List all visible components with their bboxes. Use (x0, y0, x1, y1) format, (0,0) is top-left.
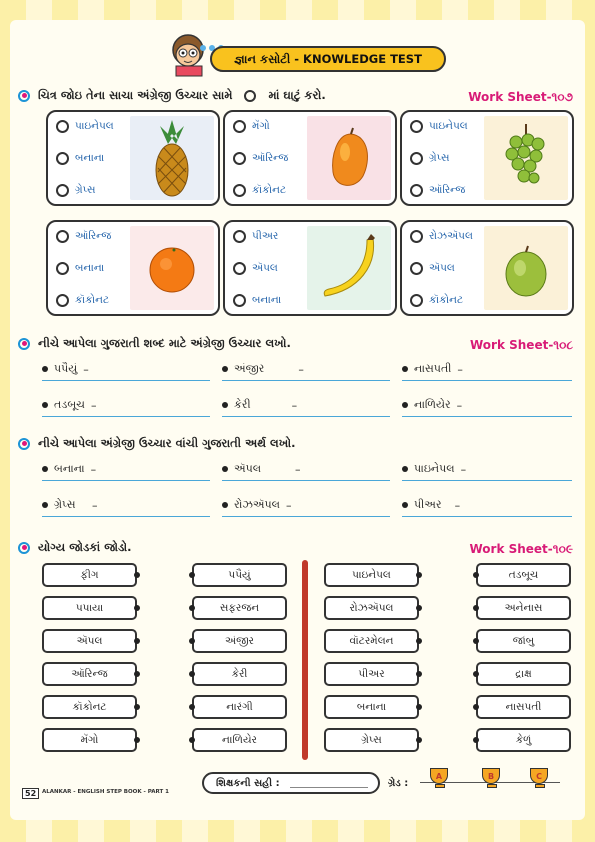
write-row: અંજીર – (222, 362, 304, 376)
option-card-guava (400, 220, 574, 316)
gujarati-word: તડબૂચ (54, 398, 85, 411)
radio-circle[interactable] (410, 152, 423, 165)
write-row: તડબૂચ – (42, 398, 96, 412)
radio-circle[interactable] (410, 262, 423, 275)
connector-dot[interactable] (416, 605, 422, 611)
match-label: નાસપતી (505, 700, 542, 713)
write-row: પાઇનેપલ – (402, 462, 466, 476)
answer-line[interactable] (42, 380, 210, 381)
option-label: મૅંગો (252, 120, 270, 132)
bullet-icon (18, 338, 30, 350)
option-row[interactable] (56, 184, 136, 197)
answer-line[interactable] (222, 516, 390, 517)
answer-line[interactable] (402, 416, 572, 417)
connector-dot[interactable] (189, 671, 195, 677)
question-2 (18, 336, 291, 351)
answer-line[interactable] (222, 480, 390, 481)
option-label: બનાના (75, 262, 105, 274)
question-1-suffix: માં ઘાટું કરો. (268, 88, 326, 102)
gujarati-word: અંજીર (234, 362, 265, 375)
match-label: ગ્રેપ્સ (361, 733, 382, 746)
write-row: નાળિયેર – (402, 398, 462, 412)
option-card-pineapple (46, 110, 220, 206)
match-box-left[interactable] (324, 695, 419, 719)
grade-b-trophy-icon[interactable] (482, 768, 502, 790)
grade-letter: B (482, 768, 500, 784)
question-4-text: યોગ્ય જોડકાં જોડો. (38, 540, 132, 554)
option-card-banana (223, 220, 397, 316)
orange-image (130, 226, 214, 310)
connector-dot[interactable] (134, 671, 140, 677)
question-1 (18, 88, 326, 103)
connector-dot[interactable] (189, 704, 195, 710)
match-label: વૉટરમેલન (349, 634, 394, 647)
option-label: ઑરિન્જ (429, 184, 466, 196)
option-row[interactable] (56, 294, 136, 307)
option-label: બનાના (75, 152, 105, 164)
match-label: અનેનાસ (504, 601, 543, 614)
radio-circle[interactable] (410, 120, 423, 133)
grade-letter: A (430, 768, 448, 784)
option-row[interactable] (233, 294, 313, 307)
option-label: કૉકોનટ (252, 184, 287, 196)
connector-dot[interactable] (134, 737, 140, 743)
match-label: નાળિયેર (222, 733, 257, 746)
match-box-right[interactable] (476, 728, 571, 752)
banana-image (307, 226, 391, 310)
connector-dot[interactable] (416, 671, 422, 677)
option-row[interactable] (56, 230, 136, 243)
write-row: કેરી – (222, 398, 297, 412)
connector-dot[interactable] (416, 704, 422, 710)
pineapple-image (130, 116, 214, 200)
grade-a-trophy-icon[interactable] (430, 768, 450, 790)
answer-line[interactable] (222, 380, 390, 381)
worksheet-108: Work Sheet-૧૦૮ (469, 338, 573, 352)
radio-circle[interactable] (56, 152, 69, 165)
match-box-left[interactable] (324, 629, 419, 653)
match-label: જાંબુ (512, 634, 535, 647)
match-label: પીઅર (358, 667, 385, 680)
match-box-right[interactable] (476, 662, 571, 686)
radio-circle[interactable] (56, 184, 69, 197)
connector-dot[interactable] (189, 572, 195, 578)
rose-apple-image (484, 226, 568, 310)
write-row: ઍપલ – (222, 462, 301, 476)
bullet-icon (18, 542, 30, 554)
gujarati-word: પપૈયું (54, 362, 78, 375)
book-title: ALANKAR - ENGLISH STEP BOOK - PART 1 (42, 789, 169, 795)
connector-dot[interactable] (473, 704, 479, 710)
option-label: ઑરિન્જ (252, 152, 289, 164)
match-label: દ્રાક્ષ (515, 667, 532, 680)
option-row[interactable] (410, 230, 490, 243)
match-box-right[interactable] (476, 695, 571, 719)
option-row[interactable] (233, 230, 313, 243)
question-1-prefix: ચિત્ર જોઇ તેના સાચા અંગ્રેજી ઉચ્ચાર સામે (38, 88, 233, 102)
match-box-right[interactable] (192, 629, 287, 653)
english-word: બનાના (54, 462, 85, 475)
match-box-right[interactable] (192, 662, 287, 686)
match-label: નારંગી (226, 700, 253, 713)
option-row[interactable] (233, 262, 313, 275)
radio-circle[interactable] (410, 230, 423, 243)
radio-circle[interactable] (56, 294, 69, 307)
option-label: ઍપલ (429, 262, 455, 274)
match-box-left[interactable] (42, 629, 137, 653)
radio-circle[interactable] (56, 120, 69, 133)
match-box-left[interactable] (324, 728, 419, 752)
worksheet-107: Work Sheet-૧૦૭ (468, 90, 573, 104)
option-card-orange (46, 220, 220, 316)
match-label: રોઝઍપલ (349, 601, 394, 614)
match-box-left[interactable] (324, 596, 419, 620)
match-label: ફીગ (80, 568, 99, 581)
connector-dot[interactable] (134, 572, 140, 578)
radio-circle[interactable] (233, 230, 246, 243)
option-label: ઍપલ (252, 262, 278, 274)
option-row[interactable] (410, 262, 490, 275)
connector-dot[interactable] (189, 605, 195, 611)
answer-line[interactable] (42, 480, 210, 481)
radio-circle[interactable] (233, 262, 246, 275)
write-row: પપૈયું – (42, 362, 89, 376)
option-row[interactable] (410, 294, 490, 307)
match-box-right[interactable] (192, 695, 287, 719)
match-box-right[interactable] (476, 629, 571, 653)
gujarati-word: નાળિયેર (414, 398, 451, 411)
match-label: ઍપલ (76, 634, 103, 647)
connector-dot[interactable] (134, 605, 140, 611)
option-label: પાઇનેપલ (429, 120, 468, 132)
match-label: કૉકોનટ (72, 700, 107, 713)
option-label: કૉકોનટ (75, 294, 110, 306)
option-label: રોઝઍપલ (429, 230, 473, 242)
teacher-signature-field[interactable] (202, 772, 380, 794)
gujarati-word: નાસપતી (414, 362, 452, 375)
mango-image (307, 116, 391, 200)
match-box-right[interactable] (192, 728, 287, 752)
connector-dot[interactable] (473, 671, 479, 677)
option-row[interactable] (233, 120, 313, 133)
match-label: સફરજન (219, 601, 260, 614)
answer-line[interactable] (402, 516, 572, 517)
page-number: 52 (22, 788, 39, 799)
match-box-right[interactable] (476, 563, 571, 587)
match-box-right[interactable] (192, 596, 287, 620)
radio-circle[interactable] (410, 294, 423, 307)
write-row: રોઝઍપલ – (222, 498, 292, 512)
connector-dot[interactable] (189, 737, 195, 743)
grapes-image (484, 116, 568, 200)
english-word: પાઇનેપલ (414, 462, 455, 475)
grade-c-trophy-icon[interactable] (530, 768, 550, 790)
connector-dot[interactable] (416, 737, 422, 743)
page-title: જ્ઞાન કસોટી - KNOWLEDGE TEST (210, 46, 446, 72)
match-box-left[interactable] (42, 662, 137, 686)
option-row[interactable] (233, 184, 313, 197)
option-row[interactable] (410, 152, 490, 165)
connector-dot[interactable] (134, 704, 140, 710)
answer-line[interactable] (402, 380, 572, 381)
match-label: ઑરિન્જ (71, 667, 108, 680)
gujarati-word: કેરી (234, 398, 251, 411)
match-box-left[interactable] (42, 728, 137, 752)
english-word: ગ્રેપ્સ (54, 498, 76, 511)
option-label: ગ્રેપ્સ (429, 152, 450, 164)
option-label: ઑરિન્જ (75, 230, 112, 242)
option-label: કૉકોનટ (429, 294, 464, 306)
answer-line[interactable] (222, 416, 390, 417)
radio-circle[interactable] (233, 120, 246, 133)
column-divider (302, 560, 308, 760)
option-row[interactable] (56, 152, 136, 165)
bullet-icon (18, 90, 30, 102)
answer-line[interactable] (402, 480, 572, 481)
connector-dot[interactable] (473, 638, 479, 644)
match-label: બનાના (356, 700, 387, 713)
connector-dot[interactable] (473, 737, 479, 743)
question-2-text: નીચે આપેલા ગુજરાતી શબ્દ માટે અંગ્રેજી ઉચ્ચાર લખો. (38, 336, 291, 350)
option-card-grapes (400, 110, 574, 206)
question-3 (18, 436, 295, 451)
connector-dot[interactable] (473, 572, 479, 578)
option-label: પીઅર (252, 230, 279, 242)
match-box-left[interactable] (42, 563, 137, 587)
question-3-text: નીચે આપેલા અંગ્રેજી ઉચ્ચાર વાંચી ગુજરાતી અર્થ લખો. (38, 436, 296, 450)
match-label: પપૈયું (228, 568, 251, 581)
grade-letter: C (530, 768, 548, 784)
match-label: કેળું (515, 733, 532, 746)
radio-circle[interactable] (56, 262, 69, 275)
match-label: તડબૂચ (508, 568, 539, 581)
match-box-left[interactable] (324, 563, 419, 587)
write-row: ગ્રેપ્સ – (42, 498, 98, 512)
english-word: રોઝઍપલ (234, 498, 280, 511)
match-box-left[interactable] (324, 662, 419, 686)
english-word: પીઅર (414, 498, 442, 511)
radio-circle[interactable] (233, 294, 246, 307)
write-row: બનાના – (42, 462, 96, 476)
radio-circle[interactable] (56, 230, 69, 243)
connector-dot[interactable] (473, 605, 479, 611)
match-box-right[interactable] (476, 596, 571, 620)
match-box-left[interactable] (42, 596, 137, 620)
option-label: બનાના (252, 294, 282, 306)
match-label: મૅંગો (80, 733, 99, 746)
radio-circle[interactable] (410, 184, 423, 197)
connector-dot[interactable] (416, 638, 422, 644)
write-row: નાસપતી – (402, 362, 463, 376)
connector-dot[interactable] (134, 638, 140, 644)
write-row: પીઅર – (402, 498, 460, 512)
match-label: અંજીર (225, 634, 254, 647)
question-4 (18, 540, 132, 555)
teacher-sign-label: શિક્ષકની સહી : (216, 777, 280, 789)
connector-dot[interactable] (189, 638, 195, 644)
english-word: ઍપલ (234, 462, 262, 475)
match-box-right[interactable] (192, 563, 287, 587)
circle-icon (244, 90, 256, 102)
match-box-left[interactable] (42, 695, 137, 719)
worksheet-109: Work Sheet-૧૦૯ (469, 542, 573, 556)
option-row[interactable] (233, 152, 313, 165)
option-label: પાઇનેપલ (75, 120, 114, 132)
radio-circle[interactable] (233, 184, 246, 197)
option-row[interactable] (56, 262, 136, 275)
match-label: પાઇનેપલ (352, 568, 391, 581)
answer-line[interactable] (42, 416, 210, 417)
grade-label: ગ્રેડ : (388, 778, 409, 789)
answer-line[interactable] (42, 516, 210, 517)
option-row[interactable] (410, 184, 490, 197)
match-label: પપાયા (75, 601, 104, 614)
option-row[interactable] (56, 120, 136, 133)
radio-circle[interactable] (233, 152, 246, 165)
option-label: ગ્રેપ્સ (75, 184, 96, 196)
bullet-icon (18, 438, 30, 450)
match-label: કેરી (231, 667, 248, 680)
connector-dot[interactable] (416, 572, 422, 578)
option-card-mango (223, 110, 397, 206)
option-row[interactable] (410, 120, 490, 133)
